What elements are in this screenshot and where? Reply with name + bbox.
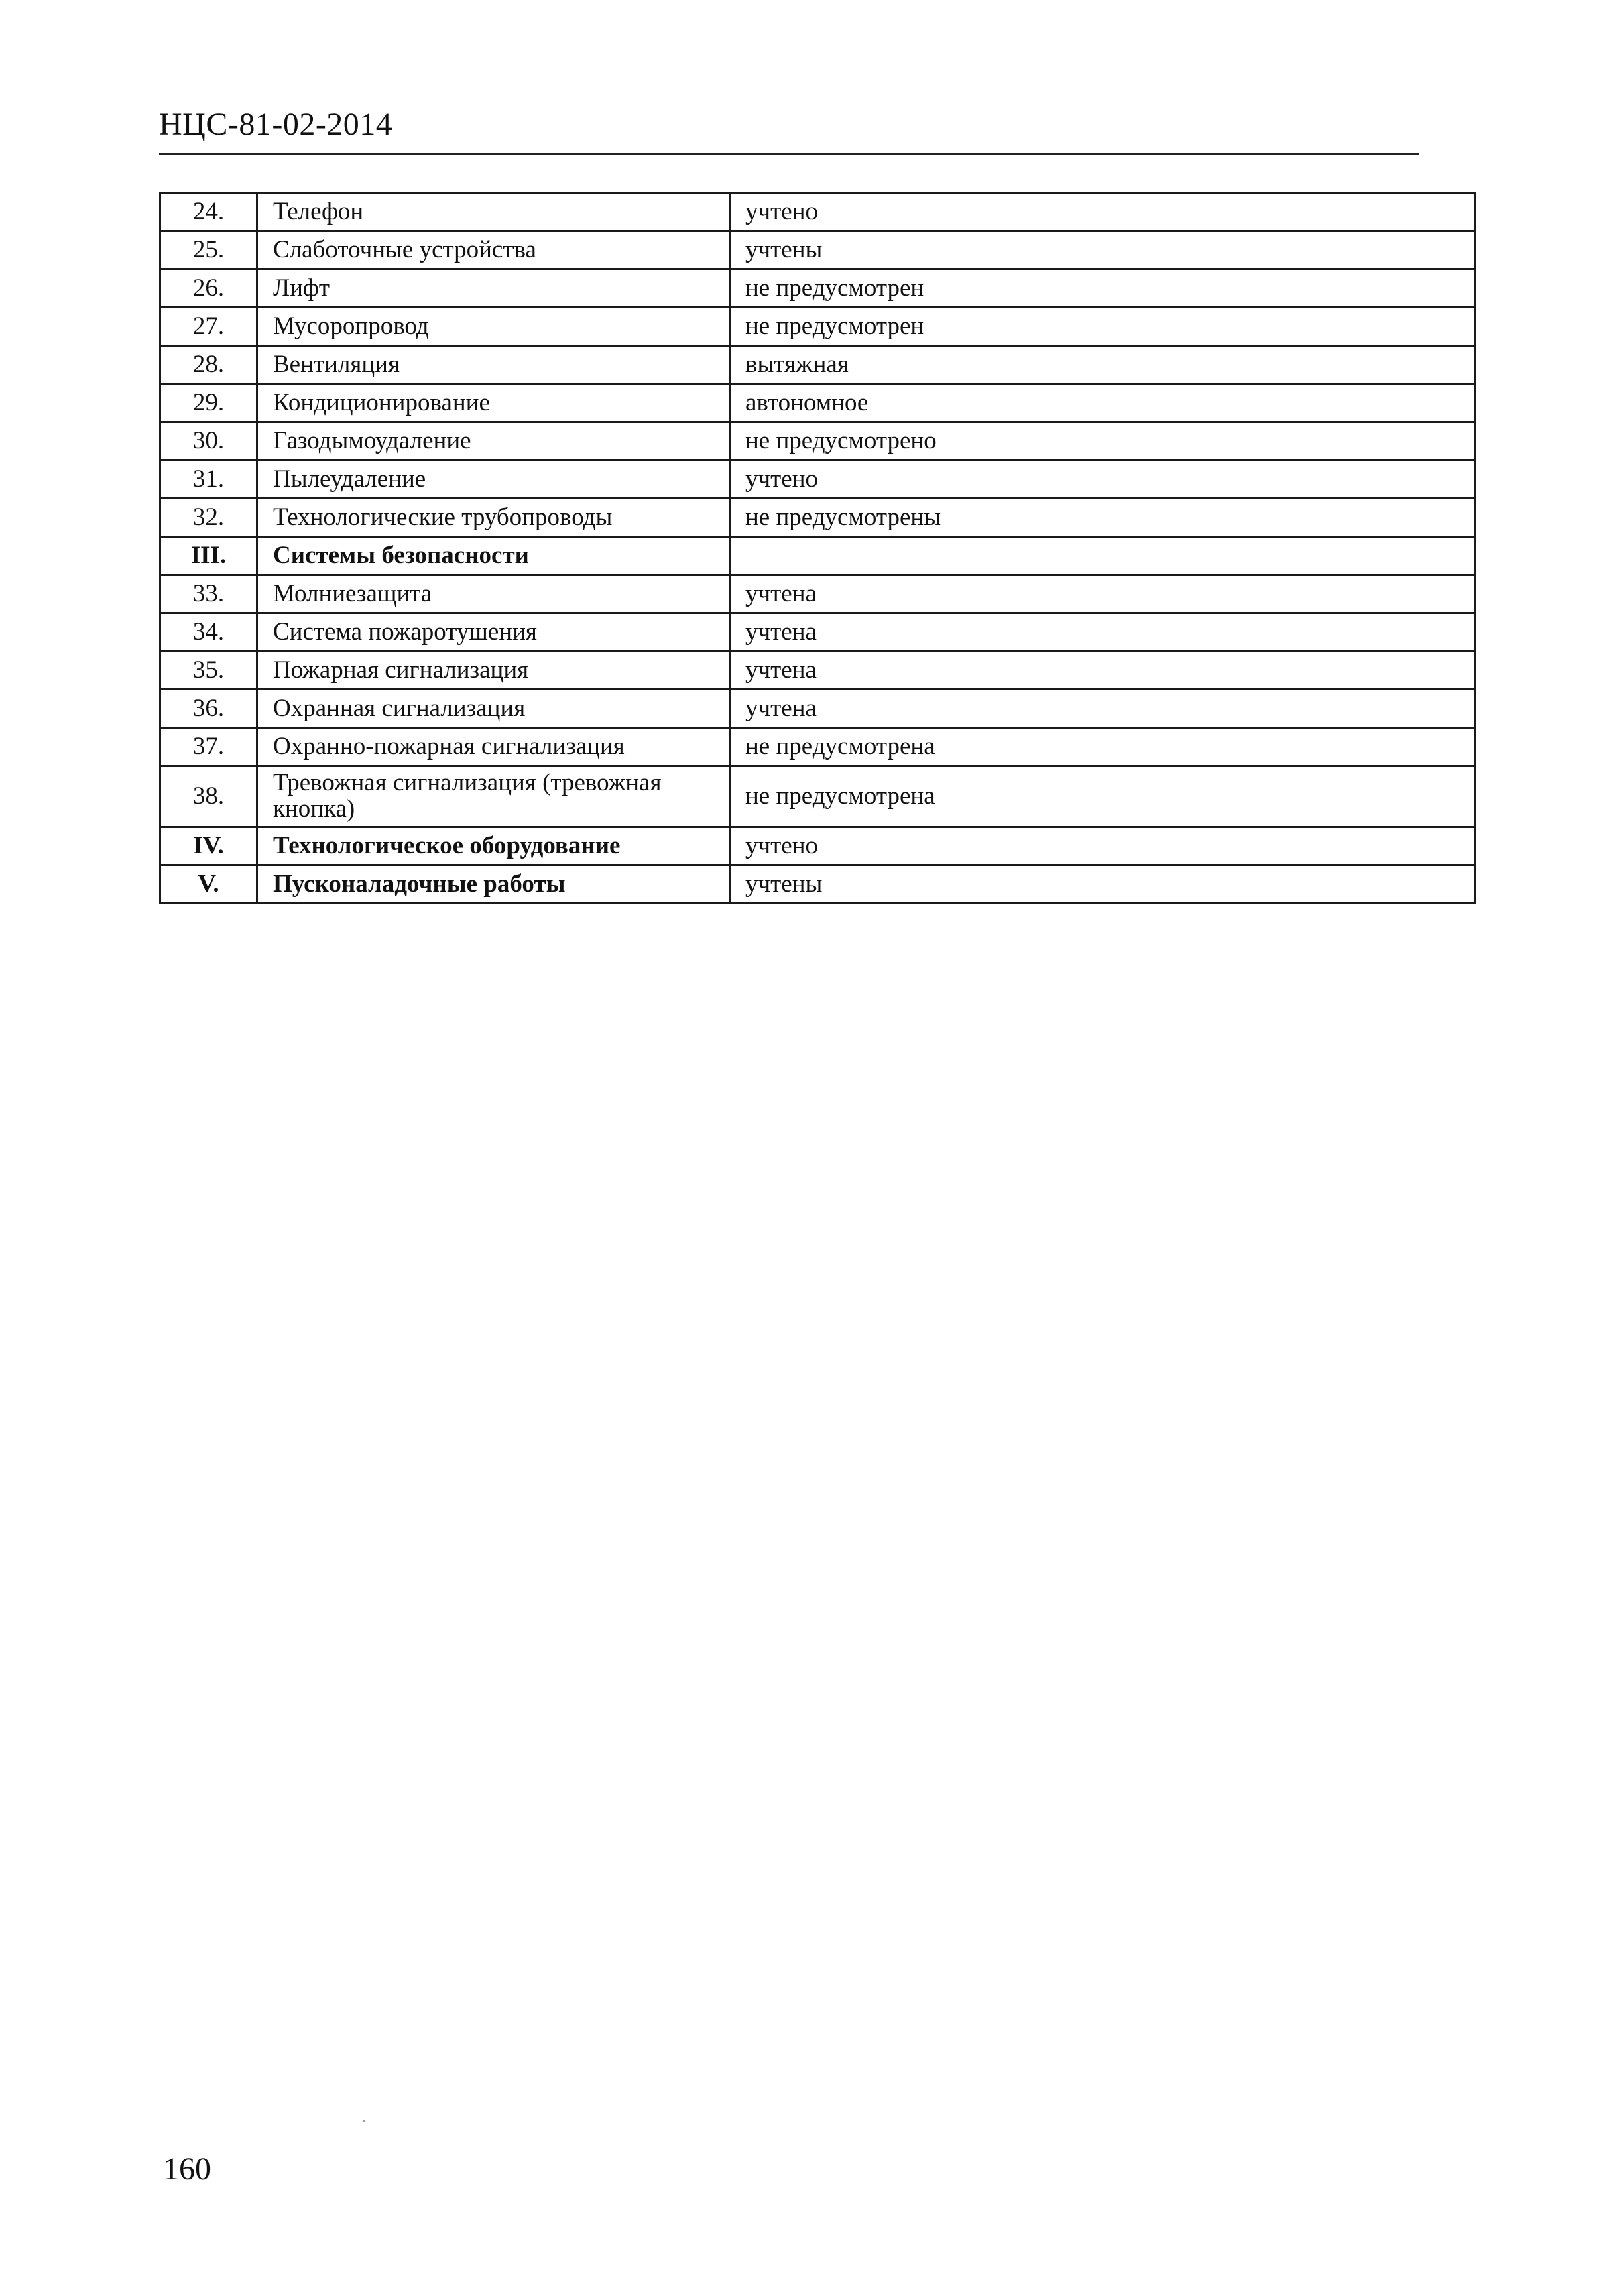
row-name: Телефон [257, 193, 730, 231]
row-number: 37. [160, 728, 257, 766]
row-status: учтена [730, 652, 1476, 690]
row-status: учтено [730, 193, 1476, 231]
row-status: не предусмотрена [730, 728, 1476, 766]
row-name: Охранно-пожарная сигнализация [257, 728, 730, 766]
row-name: Охранная сигнализация [257, 690, 730, 728]
page-number: 160 [163, 2151, 211, 2187]
table-row [160, 613, 1476, 652]
table-row [160, 384, 1476, 422]
row-name: Лифт [257, 269, 730, 308]
document-code: НЦС-81-02-2014 [159, 107, 393, 142]
row-name: Технологические трубопроводы [257, 499, 730, 537]
section-title: Технологическое оборудование [257, 827, 730, 865]
row-number: 31. [160, 461, 257, 499]
row-name: Система пожаротушения [257, 613, 730, 652]
row-status: вытяжная [730, 346, 1476, 384]
row-number: 28. [160, 346, 257, 384]
section-number: IV. [160, 827, 257, 865]
specification-table [159, 192, 1476, 904]
table-row [160, 728, 1476, 766]
row-name: Тревожная сигнализация (тревожная кнопка) [257, 766, 730, 827]
row-name: Кондиционирование [257, 384, 730, 422]
table-row [160, 346, 1476, 384]
section-status: учтено [730, 827, 1476, 865]
table-row [160, 766, 1476, 827]
row-number: 29. [160, 384, 257, 422]
row-status: не предусмотрено [730, 422, 1476, 461]
row-status: учтена [730, 613, 1476, 652]
row-name: Молниезащита [257, 575, 730, 613]
row-name: Пожарная сигнализация [257, 652, 730, 690]
section-row [160, 537, 1476, 575]
section-title: Пусконаладочные работы [257, 865, 730, 904]
section-row [160, 865, 1476, 904]
row-number: 38. [160, 766, 257, 827]
table-row [160, 269, 1476, 308]
row-number: 34. [160, 613, 257, 652]
row-name: Слаботочные устройства [257, 231, 730, 269]
table-row [160, 575, 1476, 613]
table-row [160, 193, 1476, 231]
table-row [160, 652, 1476, 690]
row-number: 30. [160, 422, 257, 461]
row-number: 32. [160, 499, 257, 537]
row-status: учтена [730, 575, 1476, 613]
table-row [160, 231, 1476, 269]
row-status: не предусмотрен [730, 269, 1476, 308]
section-status [730, 537, 1476, 575]
row-name: Пылеудаление [257, 461, 730, 499]
row-name: Вентиляция [257, 346, 730, 384]
row-status: учтена [730, 690, 1476, 728]
row-name: Мусоропровод [257, 308, 730, 346]
section-number: V. [160, 865, 257, 904]
row-status: учтены [730, 231, 1476, 269]
row-status: автономное [730, 384, 1476, 422]
scan-speck [363, 2120, 365, 2122]
row-number: 25. [160, 231, 257, 269]
section-row [160, 827, 1476, 865]
row-name: Газодымоудаление [257, 422, 730, 461]
row-number: 35. [160, 652, 257, 690]
table-row [160, 422, 1476, 461]
section-title: Системы безопасности [257, 537, 730, 575]
row-status: не предусмотрена [730, 766, 1476, 827]
row-number: 24. [160, 193, 257, 231]
row-status: учтено [730, 461, 1476, 499]
header-rule [159, 153, 1419, 155]
section-number: III. [160, 537, 257, 575]
row-number: 26. [160, 269, 257, 308]
table-row [160, 308, 1476, 346]
row-status: не предусмотрены [730, 499, 1476, 537]
row-status: не предусмотрен [730, 308, 1476, 346]
section-status: учтены [730, 865, 1476, 904]
row-number: 27. [160, 308, 257, 346]
table-row [160, 461, 1476, 499]
table-row [160, 499, 1476, 537]
row-number: 36. [160, 690, 257, 728]
table-row [160, 690, 1476, 728]
row-number: 33. [160, 575, 257, 613]
